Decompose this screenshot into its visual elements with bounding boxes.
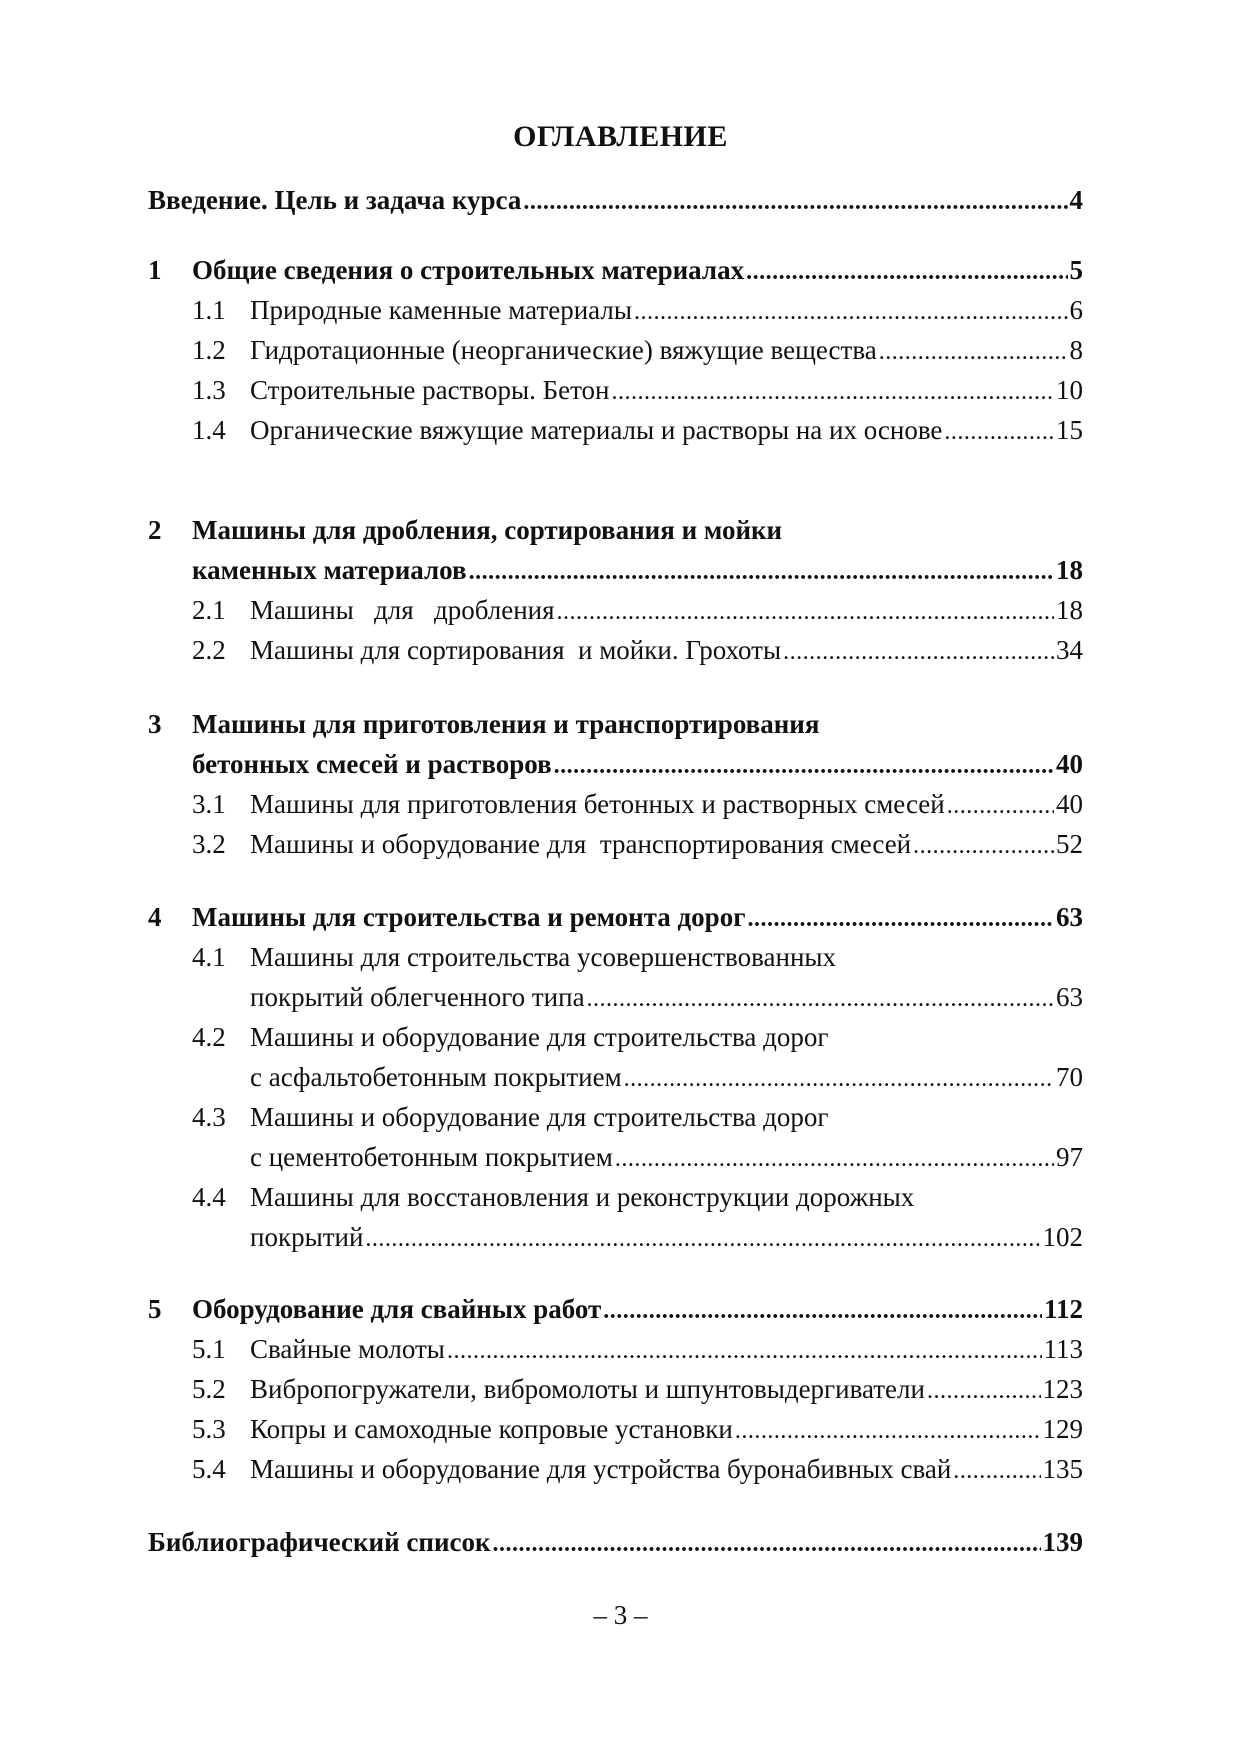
chapter-number: 3 <box>148 709 162 739</box>
toc-entry-chapter-2-line-2[interactable] <box>192 553 1083 587</box>
toc-entry-chapter-5[interactable] <box>192 1292 1083 1326</box>
toc-page-number: 40 <box>1056 789 1083 819</box>
section-number: 5.1 <box>192 1334 226 1364</box>
toc-entry-chapter-1[interactable] <box>192 253 1083 287</box>
leader-dots <box>953 1454 1040 1488</box>
toc-entry-section-4-1-line-1[interactable] <box>250 940 1083 974</box>
leader-dots <box>913 829 1054 863</box>
toc-entry-title: Копры и самоходные копровые установки <box>250 1414 733 1444</box>
toc-page-number: 139 <box>1042 1527 1083 1557</box>
section-number: 4.1 <box>192 942 226 972</box>
toc-entry-title: Машины и оборудование для строительства дорог <box>250 1102 829 1132</box>
toc-page-number: 18 <box>1056 555 1083 585</box>
toc-entry-title: Вибропогружатели, вибромолоты и шпунтовыдергиватели <box>250 1374 925 1404</box>
toc-entry-section-3-1[interactable] <box>250 787 1083 821</box>
toc-entry-chapter-3-line-1[interactable] <box>192 707 1083 741</box>
leader-dots <box>603 1294 1042 1328</box>
page-title: ОГЛАВЛЕНИЕ <box>513 120 728 153</box>
section-number: 2.2 <box>192 635 226 665</box>
toc-entry-title: Библиографический список <box>148 1527 491 1557</box>
toc-entry-section-5-1[interactable] <box>250 1332 1083 1366</box>
toc-entry-title: Машины для сортирования и мойки. Грохоты <box>250 635 782 665</box>
toc-page-number: 52 <box>1056 829 1083 859</box>
leader-dots <box>523 185 1067 219</box>
toc-entry-title: покрытий <box>250 1222 364 1252</box>
toc-page-number: 5 <box>1069 255 1083 285</box>
toc-entry-title: Свайные молоты <box>250 1334 445 1364</box>
toc-page-number: 15 <box>1056 415 1083 445</box>
toc-page-number: 10 <box>1056 375 1083 405</box>
toc-entry-section-4-4-line-2[interactable] <box>250 1220 1083 1254</box>
toc-entry-title: с асфальтобетонным покрытием <box>250 1062 622 1092</box>
leader-dots <box>927 1374 1041 1408</box>
section-number: 3.2 <box>192 829 226 859</box>
chapter-number: 4 <box>148 902 162 932</box>
chapter-number: 5 <box>148 1294 162 1324</box>
section-number: 1.2 <box>192 335 226 365</box>
toc-entry-title: Гидротационные (неорганические) вяжущие вещества <box>250 335 877 365</box>
toc-page-number: 40 <box>1056 749 1083 779</box>
toc-entry-title: Природные каменные материалы <box>250 295 633 325</box>
toc-page-number: 8 <box>1069 335 1083 365</box>
toc-entry-title: каменных материалов <box>192 555 467 585</box>
toc-entry-title: Введение. Цель и задача курса <box>148 185 522 215</box>
section-number: 4.2 <box>192 1022 226 1052</box>
toc-page-number: 18 <box>1056 595 1083 625</box>
toc-entry-section-4-3-line-1[interactable] <box>250 1100 1083 1134</box>
leader-dots <box>944 415 1054 449</box>
toc-entry-chapter-3-line-2[interactable] <box>192 747 1083 781</box>
toc-entry-title: Машины для приготовления и транспортирования <box>192 709 820 739</box>
section-number: 5.4 <box>192 1454 226 1484</box>
leader-dots <box>469 555 1054 589</box>
toc-entry-section-4-2-line-1[interactable] <box>250 1020 1083 1054</box>
leader-dots <box>557 595 1054 629</box>
toc-entry-title: Общие сведения о строительных материалах <box>192 255 745 285</box>
toc-page-number: 129 <box>1042 1414 1083 1444</box>
toc-entry-title: Машины для строительства усовершенствованных <box>250 942 837 972</box>
toc-entry-title: Машины для строительства и ремонта дорог <box>192 902 746 932</box>
toc-entry-section-1-1[interactable] <box>250 293 1083 327</box>
toc-page-number: 4 <box>1069 185 1083 215</box>
leader-dots <box>447 1334 1042 1368</box>
toc-page-number: 112 <box>1043 1294 1083 1324</box>
leader-dots <box>587 982 1054 1016</box>
leader-dots <box>554 749 1054 783</box>
leader-dots <box>365 1222 1040 1256</box>
toc-entry-title: Органические вяжущие материалы и растворы на их основе <box>250 415 943 445</box>
toc-entry-section-1-4[interactable] <box>250 413 1083 447</box>
chapter-number: 2 <box>148 515 162 545</box>
toc-entry-section-4-2-line-2[interactable] <box>250 1060 1083 1094</box>
leader-dots <box>879 335 1068 369</box>
toc-entry-title: с цементобетонным покрытием <box>250 1142 613 1172</box>
toc-entry-section-1-2[interactable] <box>250 333 1083 367</box>
section-number: 5.2 <box>192 1374 226 1404</box>
leader-dots <box>493 1527 1041 1561</box>
section-number: 3.1 <box>192 789 226 819</box>
toc-page-number: 97 <box>1056 1142 1083 1172</box>
toc-entry-title: Машины для дробления <box>250 595 555 625</box>
toc-entry-chapter-2-line-1[interactable] <box>192 513 1083 547</box>
leader-dots <box>783 635 1054 669</box>
toc-entry-section-5-4[interactable] <box>250 1452 1083 1486</box>
leader-dots <box>624 1062 1054 1096</box>
leader-dots <box>735 1414 1041 1448</box>
toc-entry-title: Машины для восстановления и реконструкции дорожных <box>250 1182 915 1212</box>
toc-entry-section-1-3[interactable] <box>250 373 1083 407</box>
toc-entry-title: Оборудование для свайных работ <box>192 1294 602 1324</box>
section-number: 5.3 <box>192 1414 226 1444</box>
toc-page-number: 102 <box>1042 1222 1083 1252</box>
toc-page-number: 113 <box>1043 1334 1083 1364</box>
toc-page-number: 63 <box>1056 982 1083 1012</box>
leader-dots <box>746 255 1067 289</box>
toc-entry-title: бетонных смесей и растворов <box>192 749 552 779</box>
toc-entry-title: Машины и оборудование для транспортирования смесей <box>250 829 912 859</box>
toc-entry-section-5-3[interactable] <box>250 1412 1083 1446</box>
chapter-number: 1 <box>148 255 162 285</box>
toc-page-number: 135 <box>1042 1454 1083 1484</box>
section-number: 1.4 <box>192 415 226 445</box>
toc-entry-section-4-1-line-2[interactable] <box>250 980 1083 1014</box>
toc-entry-chapter-4[interactable] <box>192 900 1083 934</box>
toc-entry-title: Машины и оборудование для строительства дорог <box>250 1022 829 1052</box>
toc-entry-title: Машины для дробления, сортирования и мойки <box>192 515 783 545</box>
toc-page-number: 34 <box>1056 635 1083 665</box>
toc-page-number: 123 <box>1042 1374 1083 1404</box>
section-number: 2.1 <box>192 595 226 625</box>
toc-entry-section-4-3-line-2[interactable] <box>250 1140 1083 1174</box>
toc-entry-intro[interactable] <box>148 183 1083 217</box>
leader-dots <box>634 295 1067 329</box>
toc-entry-section-2-2[interactable] <box>250 633 1083 667</box>
section-number: 4.3 <box>192 1102 226 1132</box>
toc-entry-bibliography[interactable] <box>148 1525 1083 1559</box>
toc-entry-title: покрытий облегченного типа <box>250 982 585 1012</box>
leader-dots <box>747 902 1054 936</box>
toc-entry-section-2-1[interactable] <box>250 593 1083 627</box>
toc-page-number: 70 <box>1056 1062 1083 1092</box>
section-number: 4.4 <box>192 1182 226 1212</box>
leader-dots <box>611 375 1054 409</box>
section-number: 1.3 <box>192 375 226 405</box>
toc-entry-title: Машины и оборудование для устройства буронабивных свай <box>250 1454 952 1484</box>
leader-dots <box>615 1142 1054 1176</box>
toc-page-number: 6 <box>1069 295 1083 325</box>
leader-dots <box>947 789 1054 823</box>
toc-page-number: 63 <box>1056 902 1083 932</box>
toc-entry-section-3-2[interactable] <box>250 827 1083 861</box>
toc-entry-title: Машины для приготовления бетонных и растворных смесей <box>250 789 945 819</box>
toc-entry-title: Строительные растворы. Бетон <box>250 375 610 405</box>
toc-entry-section-5-2[interactable] <box>250 1372 1083 1406</box>
section-number: 1.1 <box>192 295 226 325</box>
toc-entry-section-4-4-line-1[interactable] <box>250 1180 1083 1214</box>
page-number-footer: – 3 – <box>593 1600 648 1630</box>
